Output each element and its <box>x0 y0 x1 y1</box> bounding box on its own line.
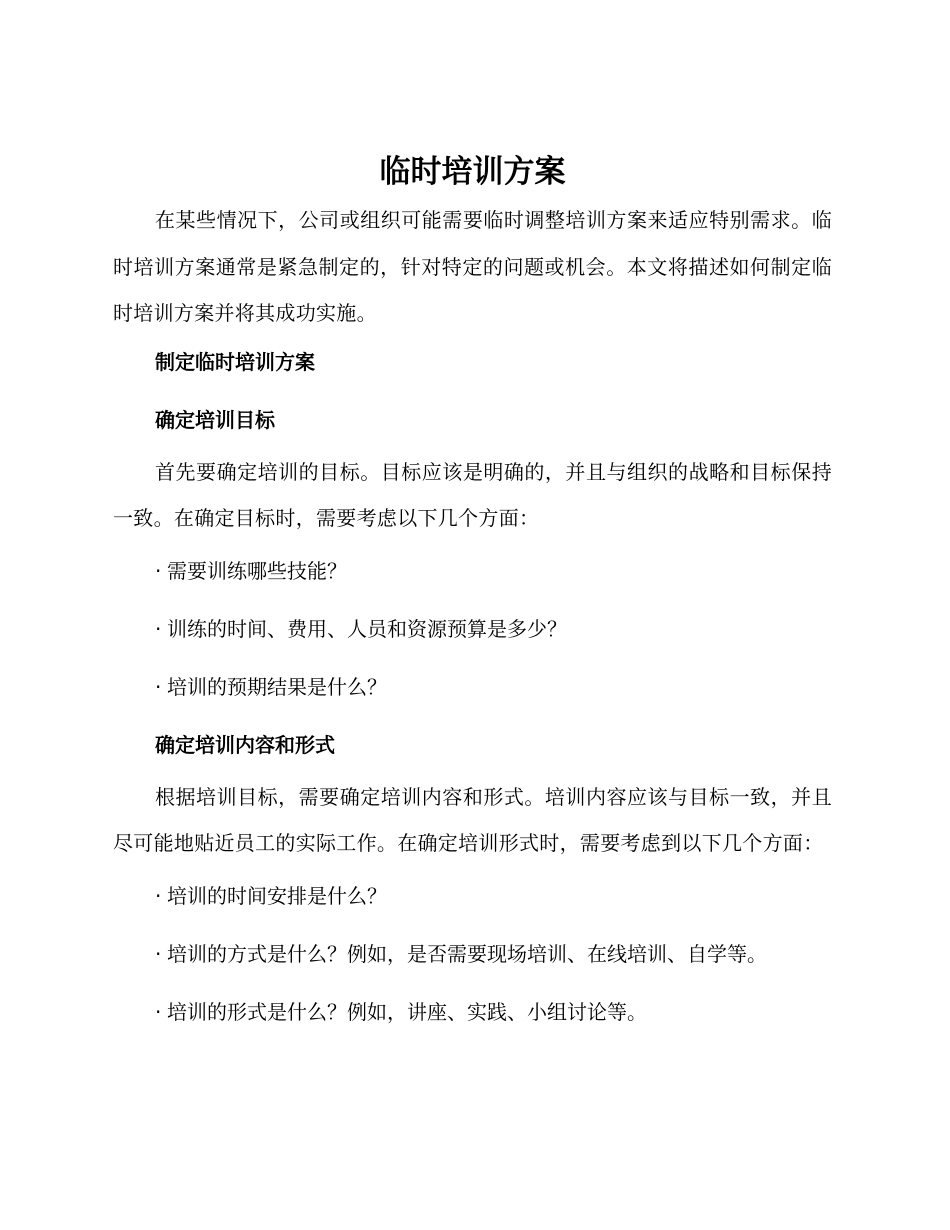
subsection-paragraph-content: 根据培训目标，需要确定培训内容和形式。培训内容应该与目标一致，并且尽可能地贴近员工的实际工作。在确定培训形式时，需要考虑到以下几个方面： <box>113 784 832 855</box>
list-item-text: 需要训练哪些技能？ <box>167 558 347 583</box>
section-heading: 制定临时培训方案 <box>155 349 315 374</box>
subsection-heading-content: 确定培训内容和形式 <box>155 732 335 757</box>
list-item-text: 培训的时间安排是什么？ <box>167 883 387 908</box>
list-item <box>113 673 832 701</box>
list-item <box>113 557 832 585</box>
list-item <box>113 882 832 910</box>
list-item-text: 培训的形式是什么？例如，讲座、实践、小组讨论等。 <box>167 999 647 1024</box>
bullet-list-goals <box>113 557 832 701</box>
list-item-text: 培训的方式是什么？例如，是否需要现场培训、在线培训、自学等。 <box>167 941 767 966</box>
bullet-dot: · <box>155 674 162 699</box>
bullet-dot: · <box>155 999 162 1024</box>
subsection-heading-goals: 确定培训目标 <box>155 407 275 432</box>
subsection-paragraph-goals: 首先要确定培训的目标。目标应该是明确的，并且与组织的战略和目标保持一致。在确定目标时，需要考虑以下几个方面： <box>113 459 832 530</box>
list-item-text: 训练的时间、费用、人员和资源预算是多少？ <box>167 616 567 641</box>
list-item <box>113 940 832 968</box>
list-item-text: 培训的预期结果是什么？ <box>167 674 387 699</box>
bullet-list-content <box>113 882 832 1026</box>
bullet-dot: · <box>155 558 162 583</box>
intro-paragraph: 在某些情况下，公司或组织可能需要临时调整培训方案来适应特别需求。临时培训方案通常是紧急制定的，针对特定的问题或机会。本文将描述如何制定临时培训方案并将其成功实施。 <box>113 208 832 325</box>
document-title: 临时培训方案 <box>379 154 566 190</box>
list-item <box>113 998 832 1026</box>
bullet-dot: · <box>155 941 162 966</box>
list-item <box>113 615 832 643</box>
bullet-dot: · <box>155 883 162 908</box>
bullet-dot: · <box>155 616 162 641</box>
